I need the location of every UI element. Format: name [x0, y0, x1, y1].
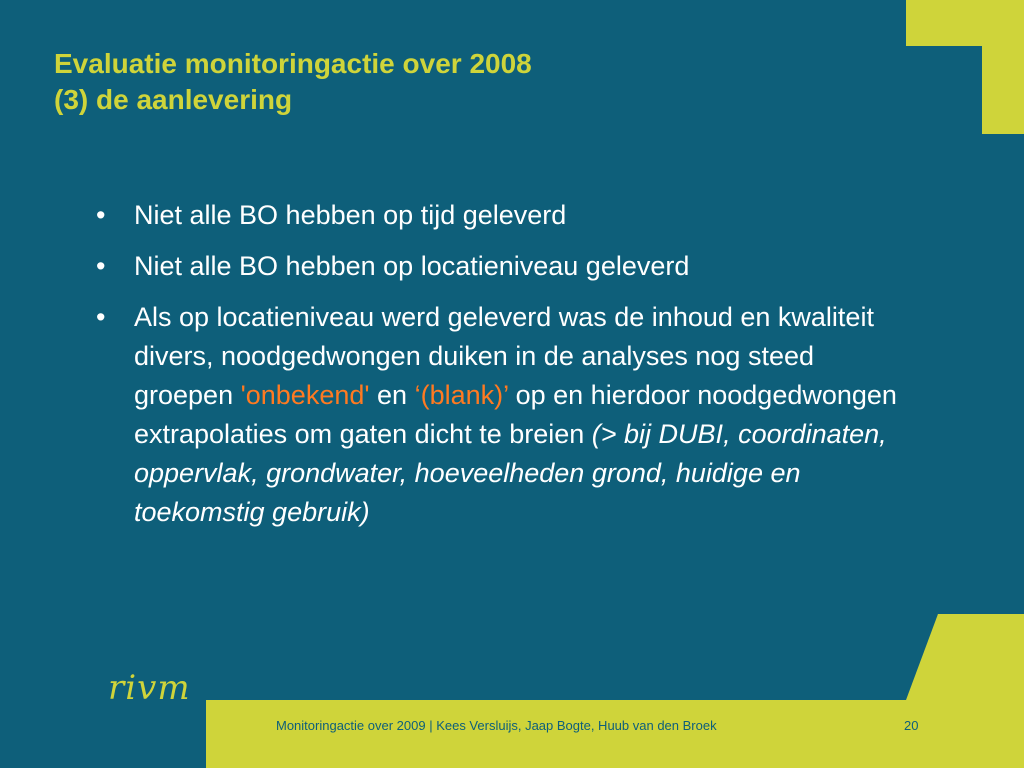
bullet-icon: • [96, 200, 106, 230]
page-title-line-2: (3) de aanlevering [54, 84, 293, 115]
bullet-item [96, 247, 916, 286]
highlight-onbekend: 'onbekend' [240, 380, 370, 410]
italic-note: (> bij DUBI, coordinaten, oppervlak, grondwater, hoeveelheden grond, huidige en toekomstig gebruik) [134, 419, 887, 527]
highlight-blank: ‘(blank)’ [414, 380, 509, 410]
page-title-line-1: Evaluatie monitoringactie over 2008 [54, 48, 532, 79]
rivm-logo: rivm [108, 668, 191, 708]
bullet-item [96, 196, 916, 235]
page-number: 20 [904, 718, 919, 733]
page-title [54, 46, 874, 118]
footer-text: Monitoringactie over 2009 | Kees Versluijs, Jaap Bogte, Huub van den Broek [276, 718, 717, 733]
bullet-list [96, 196, 916, 544]
bullet-text-part: Als op locatieniveau werd geleverd was de inhoud en kwaliteit divers, noodgedwongen duiken in de analyses nog steed groepen [134, 302, 874, 410]
bullet-text: Niet alle BO hebben op locatieniveau geleverd [134, 251, 690, 281]
bullet-icon: • [96, 251, 106, 281]
bullet-text: Niet alle BO hebben op tijd geleverd [134, 200, 567, 230]
bullet-icon: • [96, 302, 106, 332]
bullet-item [96, 298, 916, 532]
bullet-text-part: en [369, 380, 415, 410]
bullet-text-part: op en hierdoor noodgedwongen extrapolaties om gaten dicht te breien [134, 380, 897, 449]
footer-bar [206, 700, 1024, 768]
